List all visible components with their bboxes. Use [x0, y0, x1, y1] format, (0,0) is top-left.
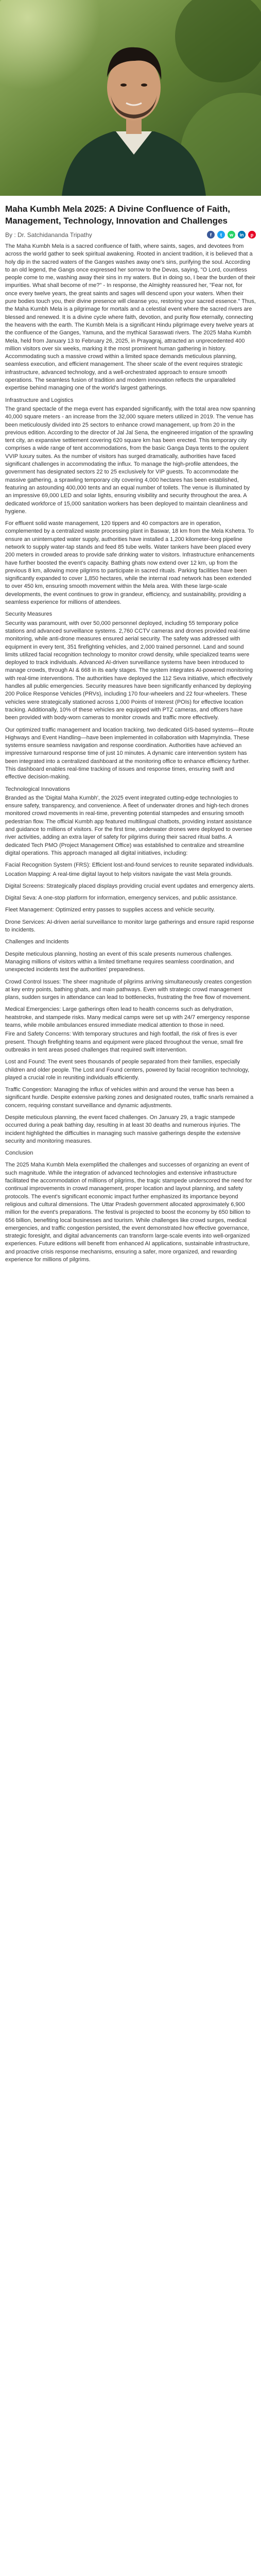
- linkedin-icon[interactable]: in: [238, 231, 246, 239]
- paragraph: The 2025 Maha Kumbh Mela exemplified the challenges and successes of organizing an event of such magnitude. While the integration of advanced technologies and extensive infrastructure facilitated the accommodation of millions of pilgrims, the tragic stampede underscored the need for continual improvements in crowd management, proper location and layout planning, and safety protocols. The event's significant economic impact further emphasized its importance beyond religious and cultural dimensions. The Uttar Pradesh government allocated approximately 6,900 million for the event's preparations. The festival is projected to boost the economy by 650 billion to 656 billion, benefiting local businesses and tourism. While challenges like crowd surges, medical emergencies, and traffic congestion persisted, the event demonstrated how effective governance, strategic foresight, and digital advancements can transform large-scale events into well-organized experiences. Future editions will benefit from enhanced AI applications, sustainable infrastructure, and proactive crisis response mechanisms, ensuring a safer, more organized, and rewarding experience for millions of pilgrims.: [5, 1162, 252, 1263]
- whatsapp-icon[interactable]: w: [228, 231, 235, 239]
- paragraph: Location Mapping: A real-time digital layout to help visitors navigate the vast Mela grounds.: [5, 871, 233, 877]
- paragraph: Branded as the 'Digital Maha Kumbh', the 2025 event integrated cutting-edge technologies to ensure safety, transparency, and convenience. A fleet of underwater drones and high-tech drones monitored crowd movements in real-time, preventing potential stampedes and ensuring smooth pedestrian flow. The official Kumbh app featured multilingual chatbots, providing instant assistance and guidance to millions of visitors. For the first time, underwater drones were deployed to oversee river activities, adding an extra layer of safety for pilgrims during their sacred ritual baths. A dedicated Tech PMO (Project Management Office) was established to centralize and streamline digital operations. This approach managed all digital initiatives, including:: [5, 794, 252, 856]
- paragraph: Traffic Congestion: Managing the influx of vehicles within and around the venue has been a significant hurdle. Despite extensive parking zones and designated routes, traffic snarls remained a concern, requiring constant surveillance and dynamic adjustments.: [5, 1087, 254, 1109]
- paragraph: Conclusion: [5, 1150, 33, 1157]
- paragraph: Our optimized traffic management and location tracking, two dedicated GIS-based systems—Route Highways and Event Handling—have been implemented in collaboration with MapmyIndia. These systems ensure seamless navigation and response coordination. Authorities have achieved an impressive turnaround response time of just 10 minutes. A dynamic care intervention system has been integrated into a centralized dashboard at the monitoring office to enhance efficiency further. This dashboard enables real-time tracking of issues and response times, ensuring swift and effective decision-making.: [5, 726, 254, 781]
- paragraph: Crowd Control Issues: The sheer magnitude of pilgrims arriving simultaneously creates congestion at key entry points, bathing ghats, and main pathways. Even with strategic crowd management plans, sudden surges in attendance can lead to bottlenecks, frustrating the free flow of movement.: [5, 978, 252, 1001]
- paragraph: Challenges and Incidents: [5, 939, 69, 945]
- paragraph: The grand spectacle of the mega event has expanded significantly, with the total area now spanning 40,000 square meters - an increase from the 32,000 square meters utilized in 2019. The venue has been meticulously divided into 25 sectors to enhance crowd management, up from 20 in the previous edition. According to the director of Jal Jal Sena, the engineered irrigation of the sprawling tent city, an expansive settlement covering 620 square km has been erected. This temporary city comprises a wide range of tent accommodations, from the basic Ganga Daya tents to the opulent VVIP luxury suites. As the number of visitors has surged dramatically, authorities have faced significant challenges in accommodating the influx. To manage the high-profile attendees, the government has designated sectors 22 to 25 exclusively for VIP guests. To accommodate the massive gathering, a sprawling temporary city covering 4,000 hectares has been established, featuring an astounding 400,000 tents and an equal number of toilets. The venue is illuminated by an impressive 69,000 LED and solar lights, ensuring visibility and security throughout the area. A dedicated workforce of 15,000 sanitation workers has been deployed to maintain cleanliness and hygiene.: [5, 405, 255, 515]
- paragraph: Lost and Found: The event sees thousands of people separated from their families, especially children and older people. The Lost and Found centers, powered by facial recognition technology, played a crucial role in reuniting individuals efficiently.: [5, 1059, 250, 1081]
- paragraph: Fleet Management: Optimized entry passes to supplies access and vehicle security.: [5, 907, 215, 913]
- hero-photo: [0, 0, 261, 196]
- article-meta: [5, 231, 256, 239]
- paragraph: Despite meticulous planning, hosting an event of this scale presents numerous challenges. Managing millions of visitors within a limited timeframe requires seamless coordination, and unexpected incidents test the authorities' preparedness.: [5, 951, 234, 973]
- paragraph: Drone Services: AI-driven aerial surveillance to monitor large gatherings and ensure rapid response to incidents.: [5, 919, 254, 934]
- article-body: [5, 243, 256, 1264]
- section-heading: Technological Innovations: [5, 786, 70, 792]
- twitter-icon[interactable]: t: [217, 231, 225, 239]
- paragraph: Despite meticulous planning, the event faced challenges. On January 29, a tragic stampede occurred during a peak bathing day, resulting in at least 30 deaths and numerous injuries. The incident highlighted the difficulties in managing such massive gatherings despite the extensive security and monitoring measures.: [5, 1114, 241, 1144]
- section-heading: Security Measures: [5, 611, 53, 618]
- paragraph: Security was paramount, with over 50,000 personnel deployed, including 55 temporary police stations and advanced surveillance systems. 2,760 CCTV cameras and drones provided real-time monitoring, while anti-drone measures ensured aerial security. The safety was addressed with equipment in every tent, 351 firefighting vehicles, and 2,000 trained personnel. Land and sound limits utilized facial recognition technology to monitor crowd density, while specialized teams were deployed to track individuals. Advanced AI-driven surveillance systems have been introduced to manage crowds, through AI & 668 in its early stages. The system integrates AI-powered monitoring with real-time interventions. The authorities have deployed the 112 Seva initiative, which effectively handles all public emergencies. Security measures have been significantly enhanced by deploying 200 Police Response Vehicles (PRVs), including 170 four-wheelers and 22 four-wheelers. These vehicles were strategically stationed across 1,000 Points of Interest (POIs) for effective location tracking. Additionally, 10% of these vehicles are equipped with PTZ cameras, and officers have been provided with body-worn cameras to monitor crowds and traffic more effectively.: [5, 620, 253, 721]
- pinterest-icon[interactable]: p: [248, 231, 256, 239]
- article-page: [0, 0, 261, 1268]
- paragraph: The Maha Kumbh Mela is a sacred confluence of faith, where saints, sages, and devotees from across the world gather to seek spiritual awakening. Rooted in ancient tradition, it is believed that a holy dip in the sacred waters of the Ganges washes away one's sins, purifying the soul. According to an old legend, the Gangs once expressed her sorrow to the Devas, saying, "O Lord, countless people come to me, washing away their sins in my waters. But in doing so, I bear the burden of their impurities. What shall become of me?" - In response, the Almighty reassured her, "Fear not, for once every twelve years, the great saints and sages will descend upon your waters. When their pure bodies touch you, their divine presence will cleanse you, restoring your sacred essence." Thus, the Maha Kumbh Mela is a pilgrimage for mortals and a celestial event where the sacred rivers are blessed and renewed. It is a divine cycle where faith, devotion, and purity flow eternally, connecting the heavens with the earth. The Kumbh Mela is a significant Hindu pilgrimage every twelve years at the confluence of the Ganges, Yamuna, and the mythical Saraswati rivers. The 2025 Maha Kumbh Mela, held from January 13 to February 26, 2025, in Prayagraj, attracted an unprecedented 400 million visitors over six weeks, marking it the most prominent human gathering in history. Accommodating such a massive crowd within a limited space demands meticulous planning, seamless execution, and efficient management. The sheer scale of the event requires strategic infrastructure, advanced technology, and a well-orchestrated approach to ensure smooth operations. The seamless fusion of tradition and modern innovation reflects the unparalleled expertise behind managing one of the world's largest gatherings.: [5, 243, 256, 392]
- byline: By : Dr. Satchidananda Tripathy: [5, 231, 92, 239]
- share-bar: [207, 231, 256, 239]
- facebook-icon[interactable]: f: [207, 231, 215, 239]
- section-heading: Medical Emergencies: Large gatherings often lead to health concerns such as dehydration, heatstroke, and stampede risks. Many medical camps were set up with 24/7 emergency response teams, while mobile ambulances ensured immediate medical attention to those in need.: [5, 1006, 250, 1029]
- section-heading: Infrastructure and Logistics: [5, 397, 74, 403]
- section-heading: Facial Recognition System (FRS): Efficient lost-and-found services to reunite separated individuals.: [5, 862, 254, 869]
- article-title: Maha Kumbh Mela 2025: A Divine Confluence of Faith, Management, Technology, Innovation and Challenges: [5, 204, 231, 226]
- paragraph: Digital Seva: A one-stop platform for information, emergency services, and public assistance.: [5, 895, 238, 902]
- paragraph: For effluent solid waste management, 120 tippers and 40 compactors are in operation, complemented by a centralized waste processing plant in Baswar, 18 km from the Mela Kshetra. To ensure an uninterrupted water supply, authorities have installed a 1,200 kilometer-long pipeline network to supply water-tap stands and feed 85 tube wells. Water tankers have been placed every 200 meters in crowded areas to provide safe drinking water to visitors. Infrastructure enhancements have further boosted the event's capacity. Bathing ghats now extend over 12 km, up from the previous 8 km, allowing more pilgrims to participate in sacred rituals. Parking facilities have been significantly expanded to cover 1,850 hectares, while the internal road network has been extended to over 450 km, ensuring smooth movement within the Mela area. With these large-scale developments, the event continues to grow in grandeur, efficiency, and sustainability, providing a seamless experience for millions of attendees.: [5, 520, 255, 606]
- paragraph: Digital Screens: Strategically placed displays providing crucial event updates and emergency alerts.: [5, 883, 255, 889]
- paragraph: Fire and Safety Concerns: With temporary structures and high footfall, the risk of fires is ever present. Though firefighting teams and equipment were placed throughout the venue, small fire outbreaks in tent areas posed challenges that required swift intervention.: [5, 1031, 243, 1053]
